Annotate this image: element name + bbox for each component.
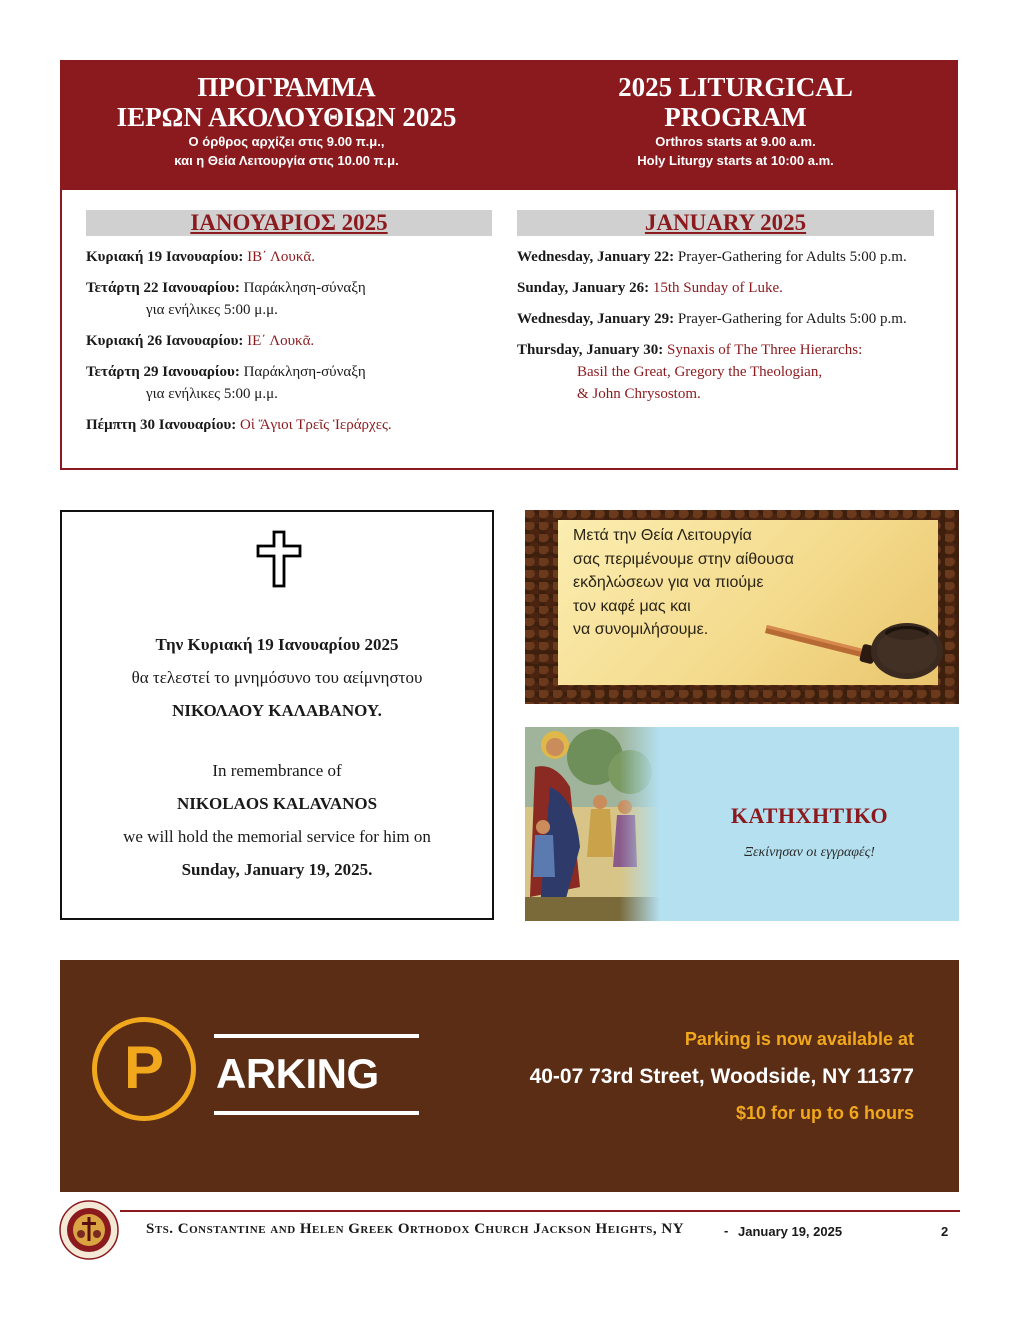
list-item: [86, 277, 496, 321]
liturgical-program: [60, 60, 958, 470]
memorial-english-name: NIKOLAOS KALAVANOS: [176, 794, 378, 813]
event-date: Κυριακή 19 Ιανουαρίου:: [86, 249, 244, 265]
list-item: [517, 339, 942, 405]
memorial-greek-line: θα τελεστεί το μνημόσυνο του αείμνηστου: [131, 668, 423, 687]
memorial-greek-name: ΝΙΚΟΛΑΟΥ ΚΑΛΑΒΑΝΟΥ.: [172, 701, 382, 720]
list-item: [86, 246, 496, 268]
parking-info: [530, 1026, 914, 1126]
coffee-line: εκδηλώσεων για να πιούμε: [573, 574, 764, 591]
event-date: Wednesday, January 29:: [517, 311, 675, 327]
event-date: Sunday, January 26:: [517, 280, 650, 296]
footer-date: January 19, 2025: [738, 1224, 843, 1239]
english-title-line1: 2025 LITURGICAL: [618, 72, 853, 102]
parking-price: $10 for up to 6 hours: [735, 1103, 914, 1123]
greek-event-list: [86, 246, 496, 445]
footer-rule: [120, 1210, 960, 1212]
coffee-line: τον καφέ μας και: [573, 597, 691, 615]
catechism-banner: [525, 727, 959, 921]
greek-title-line2: ΙΕΡΩΝ ΑΚΟΛΟΥΘΙΩΝ 2025: [116, 102, 457, 132]
event-title: Παράκληση-σύναξη: [243, 364, 366, 380]
event-date: Wednesday, January 22:: [517, 249, 675, 265]
greek-title-line1: ΠΡΟΓΡΑΜΜΑ: [197, 72, 376, 102]
event-detail: για ενήλικες 5:00 μ.μ.: [146, 302, 278, 318]
parking-address: 40-07 73rd Street, Woodside, NY 11377: [529, 1065, 914, 1088]
greek-liturgy-time: και η Θεία Λειτουργία στις 10.00 π.μ.: [174, 153, 399, 168]
english-event-list: [517, 246, 942, 414]
event-detail: Basil the Great, Gregory the Theologian,: [577, 364, 823, 380]
event-date: Τετάρτη 22 Ιανουαρίου:: [86, 280, 240, 296]
memorial-english-line: we will hold the memorial service for him on: [123, 827, 431, 846]
list-item: [86, 361, 496, 405]
spacer: [62, 727, 492, 754]
list-item: [517, 246, 942, 268]
memorial-notice: [60, 510, 494, 920]
parking-banner: [60, 960, 959, 1192]
greek-orthros-time: Ο όρθρος αρχίζει στις 9.00 π.μ.,: [188, 134, 385, 149]
event-title: Prayer-Gathering for Adults 5:00 p.m.: [677, 249, 907, 265]
coffee-line: Μετά την Θεία Λειτουργία: [573, 527, 752, 544]
coffee-pot-icon: [757, 605, 957, 685]
footer-church-name: Sts. Constantine and Helen Greek Orthodox Church Jackson Heights, NY: [146, 1221, 685, 1237]
event-date: Κυριακή 26 Ιανουαρίου:: [86, 333, 244, 349]
event-title: Παράκληση-σύναξη: [243, 280, 366, 296]
parking-logo-letter: P: [92, 1017, 196, 1121]
page-number: 2: [941, 1224, 949, 1239]
event-title: Οἱ Ἅγιοι Τρεῖς Ἱεράρχες.: [240, 417, 392, 433]
christ-children-icon: [525, 727, 660, 921]
memorial-text: [62, 628, 492, 886]
coffee-hour-banner: [525, 510, 959, 704]
divider: [214, 1111, 419, 1115]
event-detail: για ενήλικες 5:00 μ.μ.: [146, 386, 278, 402]
event-date: Thursday, January 30:: [517, 342, 664, 358]
coffee-line: να συνομιλήσουμε.: [573, 621, 709, 638]
event-title: ΙΒ΄ Λουκᾶ.: [247, 249, 316, 265]
event-date: Τετάρτη 29 Ιανουαρίου:: [86, 364, 240, 380]
memorial-greek-date: Την Κυριακή 19 Ιανουαρίου 2025: [155, 635, 399, 654]
cross-icon: [255, 530, 303, 588]
english-title-line2: PROGRAM: [664, 102, 807, 132]
memorial-english-date: Sunday, January 19, 2025.: [181, 860, 373, 879]
english-month-heading: JANUARY 2025: [517, 210, 934, 236]
list-item: [86, 414, 496, 436]
list-item: [517, 277, 942, 299]
coffee-line: σας περιμένουμε στην αίθουσα: [573, 550, 794, 568]
catechism-title: ΚΑΤΗΧΗΤΙΚΟ: [730, 803, 889, 828]
parking-availability: Parking is now available at: [684, 1029, 914, 1049]
event-title: Prayer-Gathering for Adults 5:00 p.m.: [677, 311, 907, 327]
parking-logo-word: ARKING: [216, 1050, 379, 1097]
greek-header: [62, 72, 511, 170]
event-detail: & John Chrysostom.: [577, 386, 701, 402]
divider: [214, 1034, 419, 1038]
list-item: [86, 330, 496, 352]
event-date: Πέμπτη 30 Ιανουαρίου:: [86, 417, 237, 433]
memorial-english-intro: In remembrance of: [212, 761, 342, 780]
event-title: Synaxis of The Three Hierarchs:: [667, 342, 863, 358]
list-item: [517, 308, 942, 330]
catechism-subtitle: Ξεκίνησαν οι εγγραφές!: [744, 845, 875, 860]
church-seal-icon: [59, 1200, 119, 1260]
english-liturgy-time: Holy Liturgy starts at 10:00 a.m.: [637, 153, 834, 168]
english-orthros-time: Orthros starts at 9.00 a.m.: [655, 134, 816, 149]
footer-separator: -: [724, 1223, 729, 1238]
greek-month-heading: ΙΑΝΟΥΑΡΙΟΣ 2025: [86, 210, 492, 236]
english-header: [511, 72, 960, 170]
event-title: ΙΕ΄ Λουκᾶ.: [247, 333, 315, 349]
program-header: [62, 62, 956, 190]
event-title: 15th Sunday of Luke.: [652, 280, 783, 296]
